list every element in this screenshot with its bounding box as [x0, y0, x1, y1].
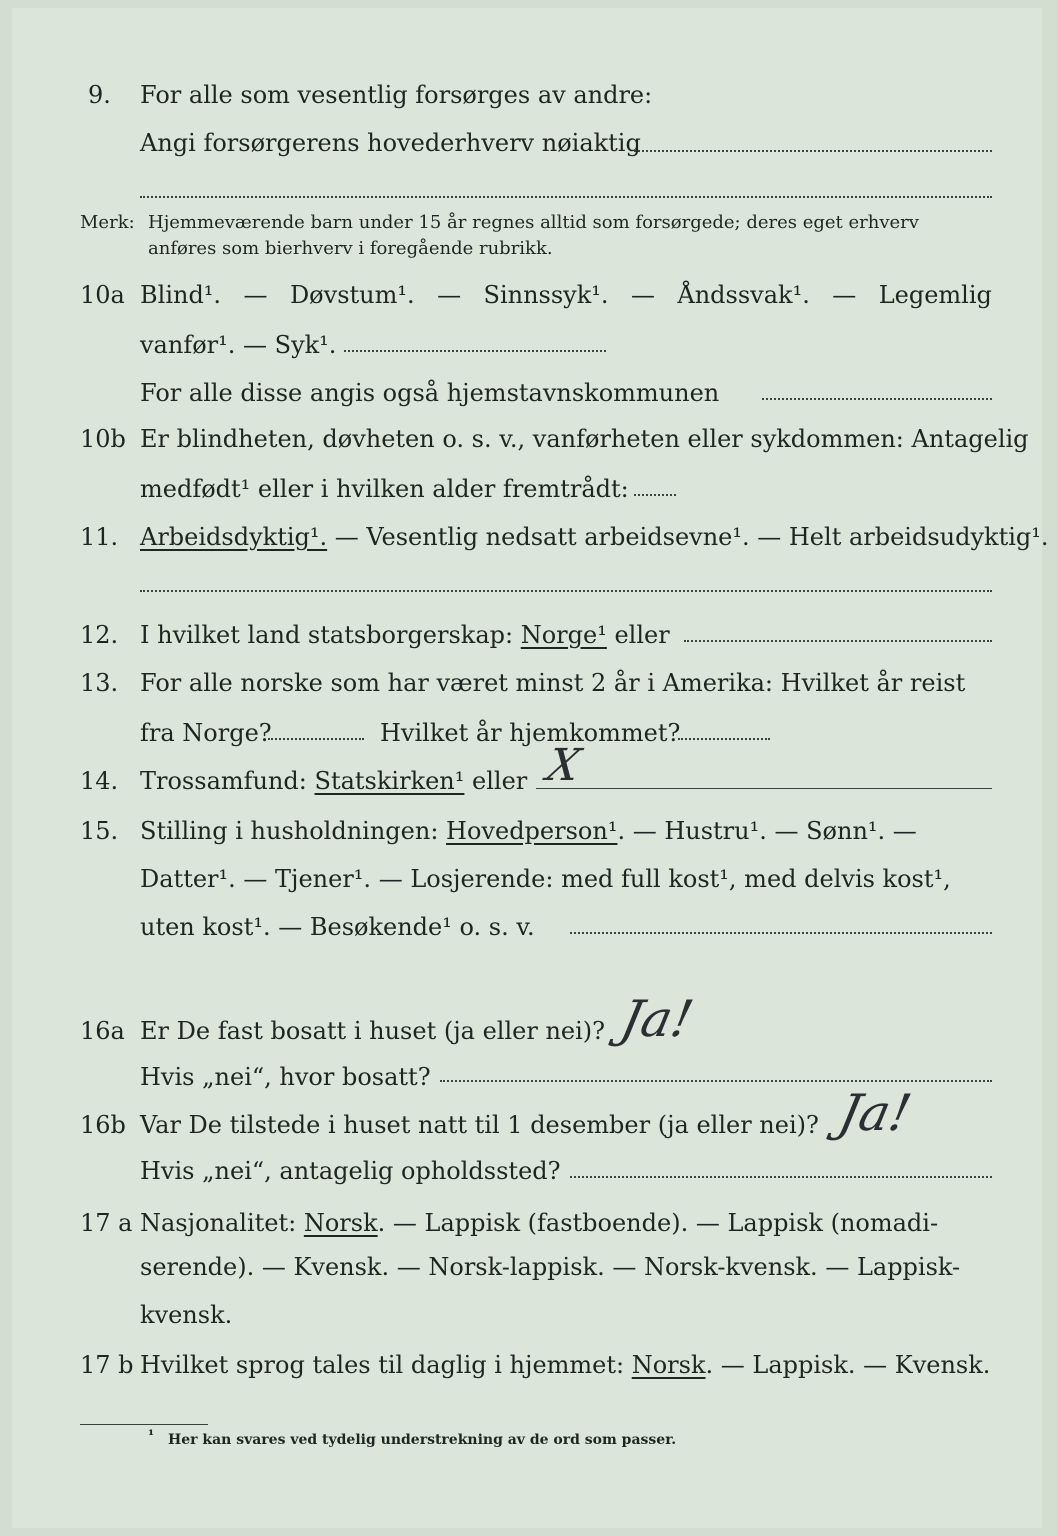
q10a-blind[interactable]: Blind¹. — [140, 281, 222, 309]
q10b-line1: Er blindheten, døvheten o. s. v., vanførheten eller sykdommen: Antagelig — [140, 425, 1029, 453]
q10a-dovstum[interactable]: Døvstum¹. — [289, 281, 415, 309]
q17b-line — [140, 1350, 990, 1380]
q14-number: 14. — [80, 767, 119, 795]
q13-line2a: fra Norge? — [140, 719, 272, 747]
footnote-mark: ¹ — [148, 1428, 155, 1444]
q15-options: . — Hustru¹. — Sønn¹. — — [617, 817, 917, 845]
footnote-text: Her kan svares ved tydelig understrekning av de ord som passer. — [168, 1432, 677, 1448]
q16a-handwritten-answer: Ja! — [615, 990, 699, 1048]
q17a-line2: serende). — Kvensk. — Norsk-lappisk. — Norsk-kvensk. — Lappisk- — [140, 1253, 961, 1281]
q13-hjemkommet-answer-line[interactable] — [678, 738, 770, 740]
q10a-line2: vanfør¹. — Syk¹. — [140, 331, 337, 359]
q14-line — [140, 766, 527, 796]
q16b-number: 16b — [80, 1111, 126, 1139]
q9-line1: For alle som vesentlig forsørges av andre: — [140, 81, 653, 109]
q9-answer-line[interactable] — [634, 150, 992, 152]
q17a-number: 17 a — [80, 1209, 133, 1237]
q16b-answer-line[interactable] — [570, 1176, 992, 1178]
q14-handwritten-mark: X — [542, 740, 585, 791]
q10a-line1 — [140, 280, 992, 310]
q13-number: 13. — [80, 669, 119, 697]
q11-arbeidsdyktig[interactable]: Arbeidsdyktig¹. — [140, 523, 328, 551]
q12-line — [140, 620, 670, 650]
q17a-line1 — [140, 1208, 938, 1238]
q10a-legemlig[interactable]: Legemlig — [878, 281, 992, 309]
q14-answer-statskirken[interactable]: Statskirken¹ — [314, 767, 465, 795]
q10a-sinnssyk[interactable]: Sinnssyk¹. — [483, 281, 609, 309]
q16b-line2: Hvis „nei“, antagelig opholdssted? — [140, 1157, 561, 1185]
q10b-line2: medfødt¹ eller i hvilken alder fremtrådt: — [140, 475, 629, 503]
q10a-number: 10a — [80, 281, 125, 309]
q10a-hjemstavn-answer-line[interactable] — [762, 398, 992, 400]
merk-line1: Hjemmeværende barn under 15 år regnes alltid som forsørgede; deres eget erhverv — [148, 212, 919, 233]
q17a-options: . — Lappisk (fastboende). — Lappisk (nomadi- — [377, 1209, 939, 1237]
q10b-number: 10b — [80, 425, 126, 453]
q17b-answer-norsk[interactable]: Norsk — [631, 1351, 706, 1379]
q17b-question: Hvilket sprog tales til daglig i hjemmet: — [140, 1351, 632, 1379]
dash: — — [437, 281, 462, 309]
q13-reist-answer-line[interactable] — [268, 738, 364, 740]
q15-line2: Datter¹. — Tjener¹. — Losjerende: med full kost¹, med delvis kost¹, — [140, 865, 951, 893]
q15-answer-hovedperson[interactable]: Hovedperson¹ — [446, 817, 618, 845]
q13-line1: For alle norske som har været minst 2 år i Amerika: Hvilket år reist — [140, 669, 966, 697]
q12-answer-line[interactable] — [684, 640, 992, 642]
q15-question: Stilling i husholdningen: — [140, 817, 447, 845]
merk-line2: anføres som bierhverv i foregående rubrikk. — [148, 238, 553, 259]
q15-line3: uten kost¹. — Besøkende¹ o. s. v. — [140, 913, 535, 941]
q17a-line3: kvensk. — [140, 1301, 233, 1329]
merk-label: Merk: — [80, 212, 135, 233]
q9-number: 9. — [88, 81, 111, 109]
q10a-andssvak[interactable]: Åndssvak¹. — [677, 281, 810, 309]
q14-answer-line[interactable] — [536, 788, 992, 789]
q11-rest: — Vesentlig nedsatt arbeidsevne¹. — Helt arbeidsudyktig¹. — [327, 523, 1049, 551]
q13-line2b: Hvilket år hjemkommet? — [380, 719, 681, 747]
q11-line — [140, 522, 1049, 552]
q17b-number: 17 b — [80, 1351, 134, 1379]
q12-eller: eller — [606, 621, 670, 649]
q9-extra-line[interactable] — [140, 196, 992, 198]
q16a-line2: Hvis „nei“, hvor bosatt? — [140, 1063, 431, 1091]
q15-line1 — [140, 816, 917, 846]
q11-number: 11. — [80, 523, 119, 551]
q16a-line1: Er De fast bosatt i huset (ja eller nei)? — [140, 1017, 606, 1045]
q17a-question: Nasjonalitet: — [140, 1209, 304, 1237]
q17b-options: . — Lappisk. — Kvensk. — [705, 1351, 991, 1379]
q9-line2: Angi forsørgerens hovederhverv nøiaktig — [140, 129, 641, 157]
q14-question: Trossamfund: — [140, 767, 315, 795]
q17a-answer-norsk[interactable]: Norsk — [303, 1209, 378, 1237]
q14-eller: eller — [464, 767, 528, 795]
q10a-syk-answer-line[interactable] — [344, 350, 606, 352]
dash: — — [243, 281, 268, 309]
q10a-line3: For alle disse angis også hjemstavnskommunen — [140, 379, 720, 407]
q12-question: I hvilket land statsborgerskap: — [140, 621, 521, 649]
q16a-number: 16a — [80, 1017, 125, 1045]
q16b-line1: Var De tilstede i huset natt til 1 desember (ja eller nei)? — [140, 1111, 819, 1139]
q16b-handwritten-answer: Ja! — [833, 1084, 917, 1142]
q16a-answer-line[interactable] — [440, 1080, 992, 1082]
q10b-answer-line[interactable] — [634, 494, 676, 496]
q12-answer-norge[interactable]: Norge¹ — [520, 621, 607, 649]
q15-answer-line[interactable] — [570, 932, 992, 934]
q11-extra-line[interactable] — [140, 590, 992, 592]
footnote-rule — [80, 1424, 208, 1425]
dash: — — [832, 281, 857, 309]
q12-number: 12. — [80, 621, 119, 649]
q15-number: 15. — [80, 817, 119, 845]
dash: — — [630, 281, 655, 309]
